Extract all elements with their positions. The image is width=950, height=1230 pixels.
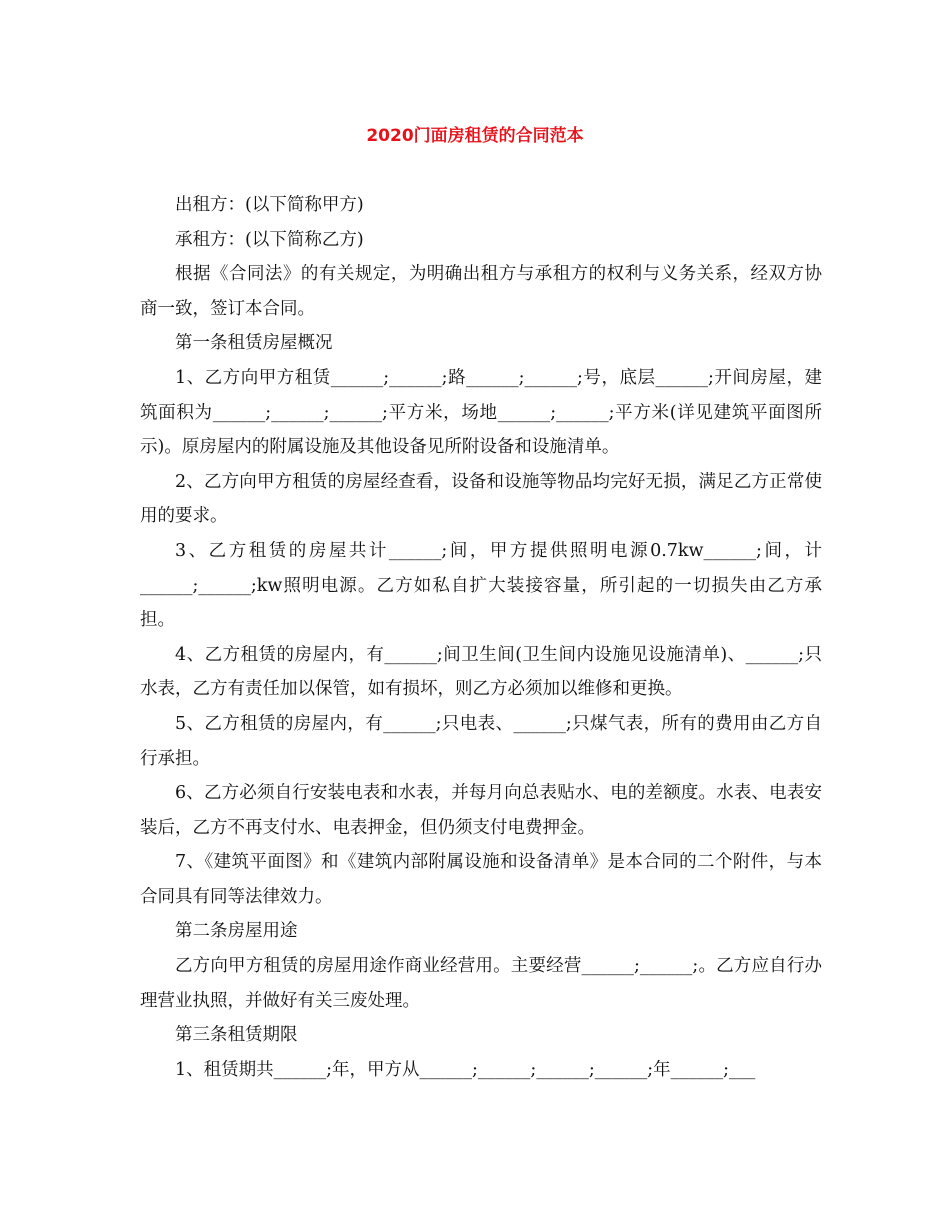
clause-1-5: 5、乙方租赁的房屋内，有______;只电表、______;只煤气表，所有的费用由乙方自行承担。 [140,713,822,769]
paragraph-lessee: 承租方：(以下简称乙方) [175,229,364,250]
paragraph-lessor: 出租方：(以下简称甲方) [175,195,364,215]
clause-1-4: 4、乙方租赁的房屋内，有______;间卫生间(卫生间内设施见设施清单)、______;只水表，乙方有责任加以保管，如有损坏，则乙方必须加以维修和更换。 [140,644,822,700]
clause-1-7: 7、《建筑平面图》和《建筑内部附属设施和设备清单》是本合同的二个附件，与本合同具有同等法律效力。 [140,852,822,907]
clause-1-2: 2、乙方向甲方租赁的房屋经查看，设备和设施等物品均完好无损，满足乙方正常使用的要求。 [140,471,822,527]
document-body [140,188,822,1087]
clause-1-3: 3、乙方租赁的房屋共计______;间，甲方提供照明电源0.7kw______;间，计______;______;kw照明电源。乙方如私自扩大装接容量，所引起的一切损失由乙方承担。 [140,540,822,631]
clause-1-6: 6、乙方必须自行安装电表和水表，并每月向总表贴水、电的差额度。水表、电表安装后，乙方不再支付水、电表押金，但仍须支付电费押金。 [140,783,822,838]
article-heading-3: 第三条租赁期限 [175,1025,298,1046]
clause-3-1: 1、租赁期共______;年，甲方从______;______;______;______;年______;___ [175,1059,756,1080]
clause-1-1: 1、乙方向甲方租赁______;______;路______;______;号，底层______;开间房屋，建筑面积为______;______;______;平方米，场地______;______;平方米(详见建筑平面图所示)。原房屋内的附属设施及其他设备见所附设备和设施清单。 [140,367,822,458]
paragraph-preamble: 根据《合同法》的有关规定，为明确出租方与承租方的权利与义务关系，经双方协商一致，签订本合同。 [140,264,822,319]
clause-2-1: 乙方向甲方租赁的房屋用途作商业经营用。主要经营______;______;。乙方应自行办理营业执照，并做好有关三废处理。 [140,956,822,1011]
article-heading-1: 第一条租赁房屋概况 [175,333,333,354]
article-heading-2: 第二条房屋用途 [175,921,298,942]
document-title: 2020门面房租赁的合同范本 [366,126,584,146]
